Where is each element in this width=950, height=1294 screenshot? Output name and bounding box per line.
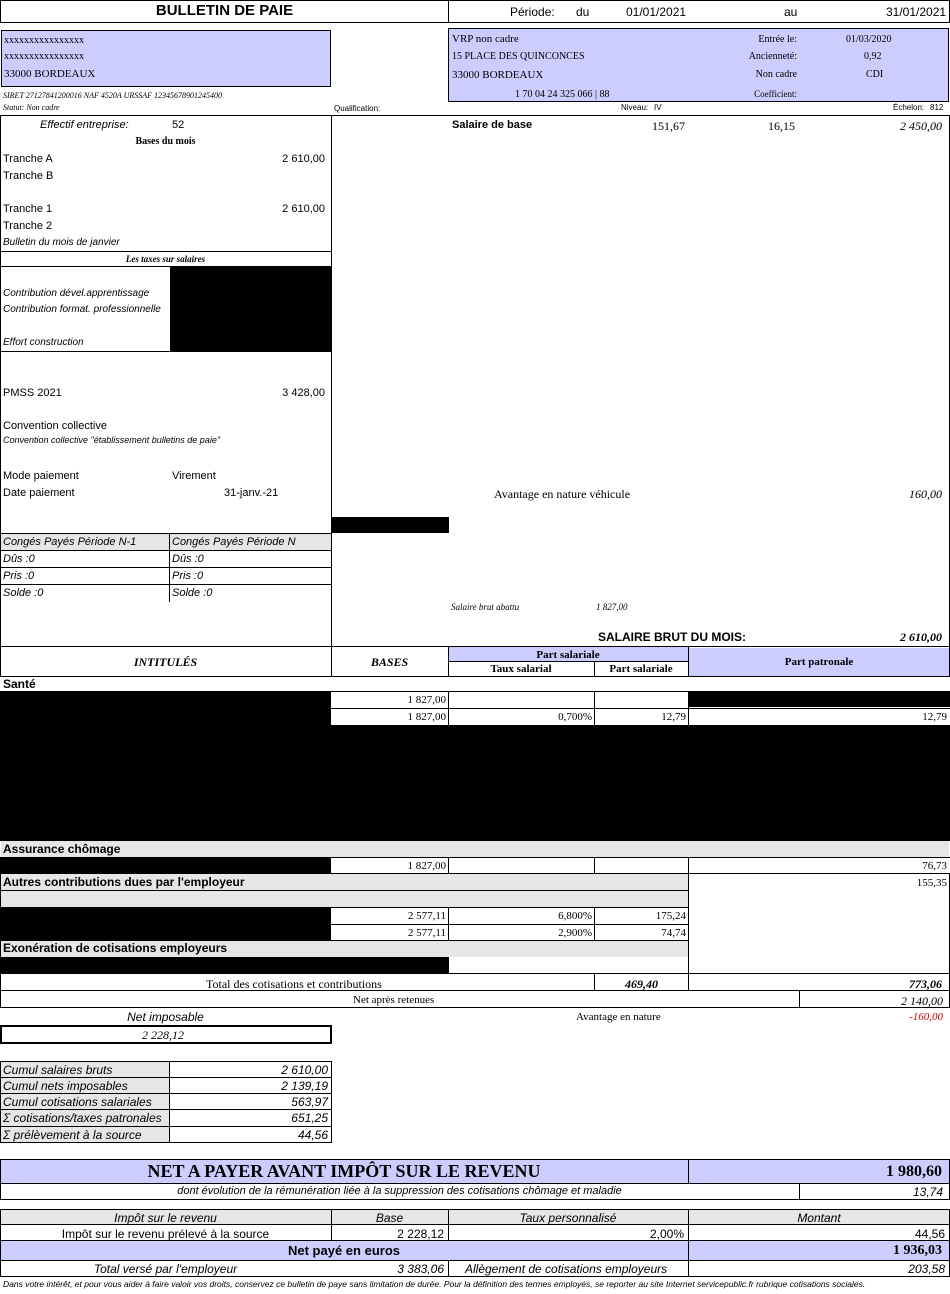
niveau-label: Niveau:: [621, 103, 649, 112]
salaire-base-qty: 151,67: [652, 119, 685, 133]
sante-pat-2: 12,79: [922, 711, 947, 723]
cumul-value-3: 651,25: [291, 1111, 328, 1125]
section-autres: Autres contributions dues par l'employeur: [3, 875, 245, 889]
section-sante: Santé: [3, 677, 36, 691]
tranche-1-value: 2 610,00: [282, 203, 325, 215]
autres-pat: 155,35: [916, 877, 947, 889]
cumul-label-1: Cumul nets imposables: [3, 1079, 128, 1093]
header-taux-salarial: Taux salarial: [490, 663, 552, 675]
avantage-nature-amount: 160,00: [909, 487, 942, 501]
effort-label: Effort construction: [3, 337, 84, 348]
convention-label: Convention collective: [3, 420, 107, 432]
convention-text: Convention collective "établissement bulletins de paie": [3, 435, 221, 445]
salaire-base-amount: 2 450,00: [900, 119, 942, 133]
tranche-2-label: Tranche 2: [3, 220, 53, 232]
effectif-value: 52: [172, 119, 185, 131]
solde-n1: Solde :0: [3, 587, 44, 599]
employer-statut: Statut: Non cadre: [3, 103, 60, 112]
total-verse-label: Total versé par l'employeur: [93, 1262, 238, 1276]
echelon-label: Échelon:: [893, 103, 925, 112]
autres-sal-2: 74,74: [661, 927, 686, 939]
employee-ssn: 1 70 04 24 325 066 | 88: [515, 89, 610, 100]
contrib-app-label: Contribution dével.apprentissage: [3, 288, 150, 299]
du-label: du: [576, 5, 590, 19]
tranche-a-value: 2 610,00: [282, 153, 325, 165]
date-paiement-label: Date paiement: [3, 487, 75, 499]
employer-city: 33000 BORDEAUX: [4, 68, 96, 80]
employee-address: 15 PLACE DES QUINCONCES: [452, 51, 585, 62]
au-label: au: [784, 5, 798, 19]
brut-abattu-label: Salaire brut abattu: [451, 602, 520, 612]
qualification-label: Qualification:: [334, 104, 381, 113]
cumul-value-1: 2 139,19: [281, 1079, 328, 1093]
autres-taux-1: 6,800%: [558, 910, 592, 922]
header-part-salariale-group: Part salariale: [536, 649, 600, 661]
sante-base-2: 1 827,00: [407, 711, 446, 723]
employer-siret: SIRET 27127841200016 NAF 4520A URSSAF 12345678901245400: [3, 91, 223, 100]
dus-n: Dûs :0: [172, 553, 204, 565]
noncadre-label: Non cadre: [755, 69, 797, 80]
employee-city: 33000 BORDEAUX: [452, 69, 544, 81]
pris-n1: Pris :0: [3, 570, 35, 582]
brut-mois-value: 2 610,00: [900, 630, 942, 644]
autres-taux-2: 2,900%: [558, 927, 592, 939]
net-imposable-value: 2 228,12: [142, 1028, 184, 1042]
impot-header-taux: Taux personnalisé: [519, 1211, 617, 1225]
page-title: BULLETIN DE PAIE: [155, 2, 294, 19]
pas-taux: 2,00%: [649, 1227, 684, 1241]
total-verse-value: 3 383,06: [397, 1262, 444, 1276]
redacted-taxes: [170, 266, 331, 351]
echelon-value: 812: [930, 103, 944, 112]
brut-abattu-value: 1 827,00: [596, 602, 628, 612]
effectif-label: Effectif entreprise:: [40, 119, 129, 131]
sante-base-1: 1 827,00: [407, 694, 446, 706]
taxes-title: Les taxes sur salaires: [125, 254, 206, 264]
impot-header-montant: Montant: [797, 1211, 841, 1225]
conges-n-header: Congés Payés Période N: [172, 536, 296, 548]
net-avant-impot-value: 1 980,60: [886, 1163, 942, 1180]
net-paye-value: 1 936,03: [893, 1243, 942, 1258]
chomage-base: 1 827,00: [407, 860, 446, 872]
cumul-label-2: Cumul cotisations salariales: [3, 1095, 152, 1109]
avantage-value: -160,00: [909, 1011, 943, 1023]
cumul-label-3: Σ cotisations/taxes patronales: [3, 1111, 162, 1125]
net-apres-value: 2 140,00: [901, 994, 943, 1008]
header-part-salariale: Part salariale: [609, 663, 673, 675]
chomage-pat: 76,73: [922, 860, 947, 872]
net-avant-impot-label: NET A PAYER AVANT IMPÔT SUR LE REVENU: [147, 1161, 541, 1181]
date-from: 01/01/2021: [626, 5, 687, 19]
cumul-label-0: Cumul salaires bruts: [3, 1063, 113, 1077]
dus-n1: Dûs :0: [3, 553, 35, 565]
tranche-a-label: Tranche A: [3, 153, 53, 165]
contrib-form-label: Contribution format. professionnelle: [3, 304, 161, 315]
anciennete-label: Ancienneté:: [748, 51, 797, 62]
pas-base: 2 228,12: [397, 1227, 444, 1241]
header-intitules: INTITULÉS: [133, 655, 198, 669]
niveau-value: IV: [654, 103, 662, 112]
avantage-nature-label: Avantage en nature véhicule: [494, 487, 631, 501]
pas-label: Impôt sur le revenu prélevé à la source: [61, 1227, 270, 1241]
pmss-label: PMSS 2021: [3, 387, 62, 399]
cumul-value-4: 44,56: [297, 1128, 328, 1142]
pris-n: Pris :0: [172, 570, 204, 582]
entree-date: 01/03/2020: [846, 34, 892, 45]
net-paye-label: Net payé en euros: [288, 1243, 400, 1258]
periode-label: Période:: [510, 5, 555, 19]
disclaimer: Dans votre intérêt, et pour vous aider à faire valoir vos droits, conservez ce bulletin de paye sans limitation de durée. Pour la définition des termes employés, se reporter au site Internet servicepublic.fr rubrique cotisations sociales.: [3, 1279, 866, 1289]
total-salariale: 469,40: [625, 977, 658, 991]
conges-n1-header: Congés Payés Période N-1: [3, 536, 137, 548]
evolution-value: 13,74: [912, 1185, 943, 1199]
autres-base-1: 2 577,11: [407, 910, 446, 922]
cumul-label-4: Σ prélèvement à la source: [3, 1128, 142, 1142]
salaire-base-label: Salaire de base: [452, 119, 533, 131]
mode-paiement-label: Mode paiement: [3, 470, 79, 482]
section-exoneration: Exonération de cotisations employeurs: [3, 941, 228, 955]
cumul-value-2: 563,97: [291, 1095, 328, 1109]
solde-n: Solde :0: [172, 587, 213, 599]
redacted-block: [331, 517, 449, 533]
sante-taux-2: 0,700%: [558, 711, 592, 723]
avantage-label: Avantage en nature: [576, 1011, 661, 1023]
impot-header-label: Impôt sur le revenu: [114, 1211, 217, 1225]
header-bases: BASES: [370, 655, 409, 669]
date-to: 31/01/2021: [886, 5, 947, 19]
bases-title: Bases du mois: [135, 136, 196, 147]
employer-line1: xxxxxxxxxxxxxxxx: [4, 35, 84, 46]
evolution-label: dont évolution de la rémunération liée à la suppression des cotisations chômage et maladie: [177, 1185, 622, 1197]
anciennete-value: 0,92: [864, 51, 882, 62]
bulletin-mois: Bulletin du mois de janvier: [3, 237, 120, 248]
entree-label: Entrée le:: [758, 34, 797, 45]
total-label: Total des cotisations et contributions: [206, 977, 382, 991]
net-apres-label: Net après retenues: [353, 994, 435, 1006]
pmss-value: 3 428,00: [282, 387, 325, 399]
contrat-value: CDI: [866, 69, 884, 80]
autres-base-2: 2 577,11: [407, 927, 446, 939]
employer-line2: xxxxxxxxxxxxxxxx: [4, 51, 84, 62]
total-patronale: 773,06: [909, 977, 942, 991]
net-imposable-label: Net imposable: [127, 1010, 204, 1024]
employee-job: VRP non cadre: [452, 33, 519, 45]
cumul-value-0: 2 610,00: [281, 1063, 328, 1077]
pas-montant: 44,56: [914, 1227, 945, 1241]
tranche-b-label: Tranche B: [3, 170, 54, 182]
salaire-base-rate: 16,15: [768, 119, 795, 133]
date-paiement-value: 31-janv.-21: [224, 487, 279, 499]
section-chomage: Assurance chômage: [3, 842, 121, 856]
tranche-1-label: Tranche 1: [3, 203, 53, 215]
sante-sal-2: 12,79: [661, 711, 686, 723]
header-part-patronale: Part patronale: [784, 656, 854, 668]
mode-paiement-value: Virement: [172, 470, 216, 482]
autres-sal-1: 175,24: [655, 910, 686, 922]
coef-label: Coefficient:: [754, 89, 797, 99]
allegement-label: Allègement de cotisations employeurs: [465, 1262, 668, 1276]
allegement-value: 203,58: [908, 1262, 945, 1276]
redacted-sante-rows: [0, 725, 950, 841]
impot-header-base: Base: [375, 1211, 404, 1225]
brut-mois-label: SALAIRE BRUT DU MOIS:: [598, 630, 746, 644]
